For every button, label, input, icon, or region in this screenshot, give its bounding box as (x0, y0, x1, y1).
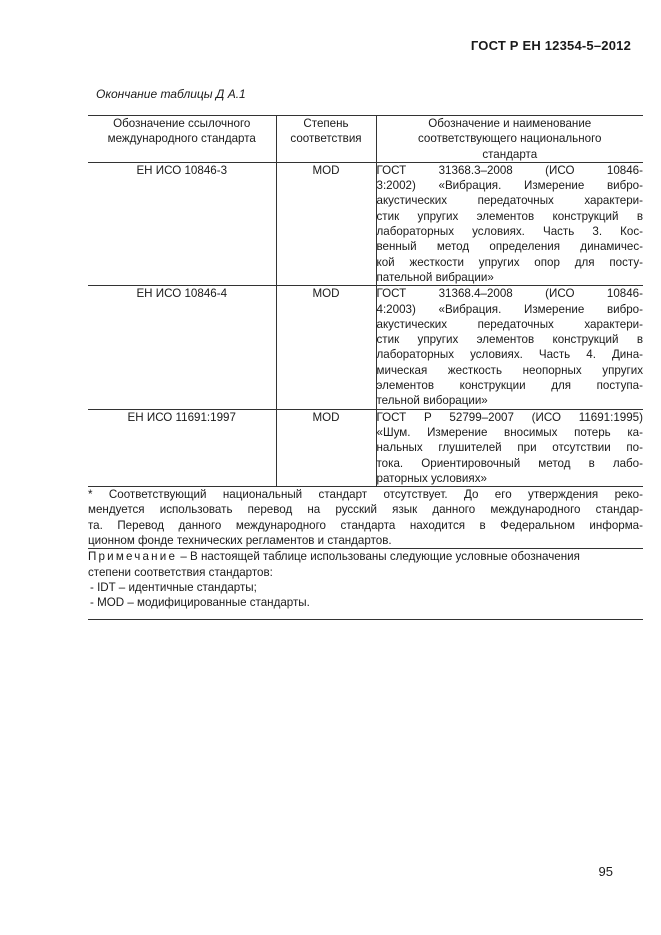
national-standard-cell: ГОСТ 31368.3–2008 (ИСО 10846- 3:2002) «Вибрация. Измерение вибро- акустических передаточных характери- стик упругих элементов конструкций в лабораторных условиях. Часть 3. Кос- венный метод определения динамичес- кой жесткости упругих опор для посту- пательной вибрации» (376, 163, 643, 284)
note-item-idt: - IDT – идентичные стандарты; (90, 580, 257, 594)
note-item-mod: - MOD – модифицированные стандарты. (90, 596, 310, 610)
footnote: * Соответствующий национальный стандарт отсутствует. До его утверждения реко- мендуется использовать перевод на русский язык данного международного стандар- та. Перевод данного международного стандарта находится в Федеральном информа- ционном фонде технических регламентов и стандартов. (88, 488, 643, 548)
table-row (88, 162, 643, 285)
national-standard-cell: ГОСТ 31368.4–2008 (ИСО 10846- 4:2003) «Вибрация. Измерение вибро- акустических передаточных характери- стик упругих элементов конструкций в лабораторных условиях. Часть 4. Дина- мическая жесткость неопорных упругих элементов конструкции для поступа- тельной виборации» (376, 287, 643, 408)
correspondence-table (88, 115, 643, 620)
degree-cell: MOD (276, 162, 376, 285)
page-number: 95 (598, 864, 613, 879)
footnote-row (88, 487, 643, 549)
header-national-standard: Обозначение и наименование соответствующего национального стандарта (376, 116, 643, 163)
header-ref-standard: Обозначение ссылочного международного стандарта (88, 116, 276, 163)
table-row (88, 409, 643, 486)
degree-cell: MOD (276, 409, 376, 486)
national-standard-cell: ГОСТ Р 52799–2007 (ИСО 11691:1995) «Шум. Измерение вносимых потерь ка- нальных глушителей при отсутствии по- тока. Ориентировочный метод в лабо- раторных условиях» (376, 410, 643, 485)
degree-cell: MOD (276, 286, 376, 409)
table-header-row (88, 116, 643, 163)
header-degree: Степень соответствия (276, 116, 376, 163)
note-row (88, 549, 643, 620)
note (88, 549, 643, 620)
table-row (88, 286, 643, 409)
note-text: – В настоящей таблице использованы следующие условные обозначения (177, 550, 580, 564)
table-caption: Окончание таблицы Д А.1 (96, 87, 246, 101)
ref-standard-cell: ЕН ИСО 10846-4 (88, 286, 276, 409)
ref-standard-cell: ЕН ИСО 11691:1997 (88, 409, 276, 486)
note-text-line2: степени соответствия стандартов: (88, 565, 273, 579)
note-label: Примечание (88, 550, 178, 564)
ref-standard-cell: ЕН ИСО 10846-3 (88, 162, 276, 285)
document-code: ГОСТ Р ЕН 12354-5–2012 (470, 38, 631, 53)
